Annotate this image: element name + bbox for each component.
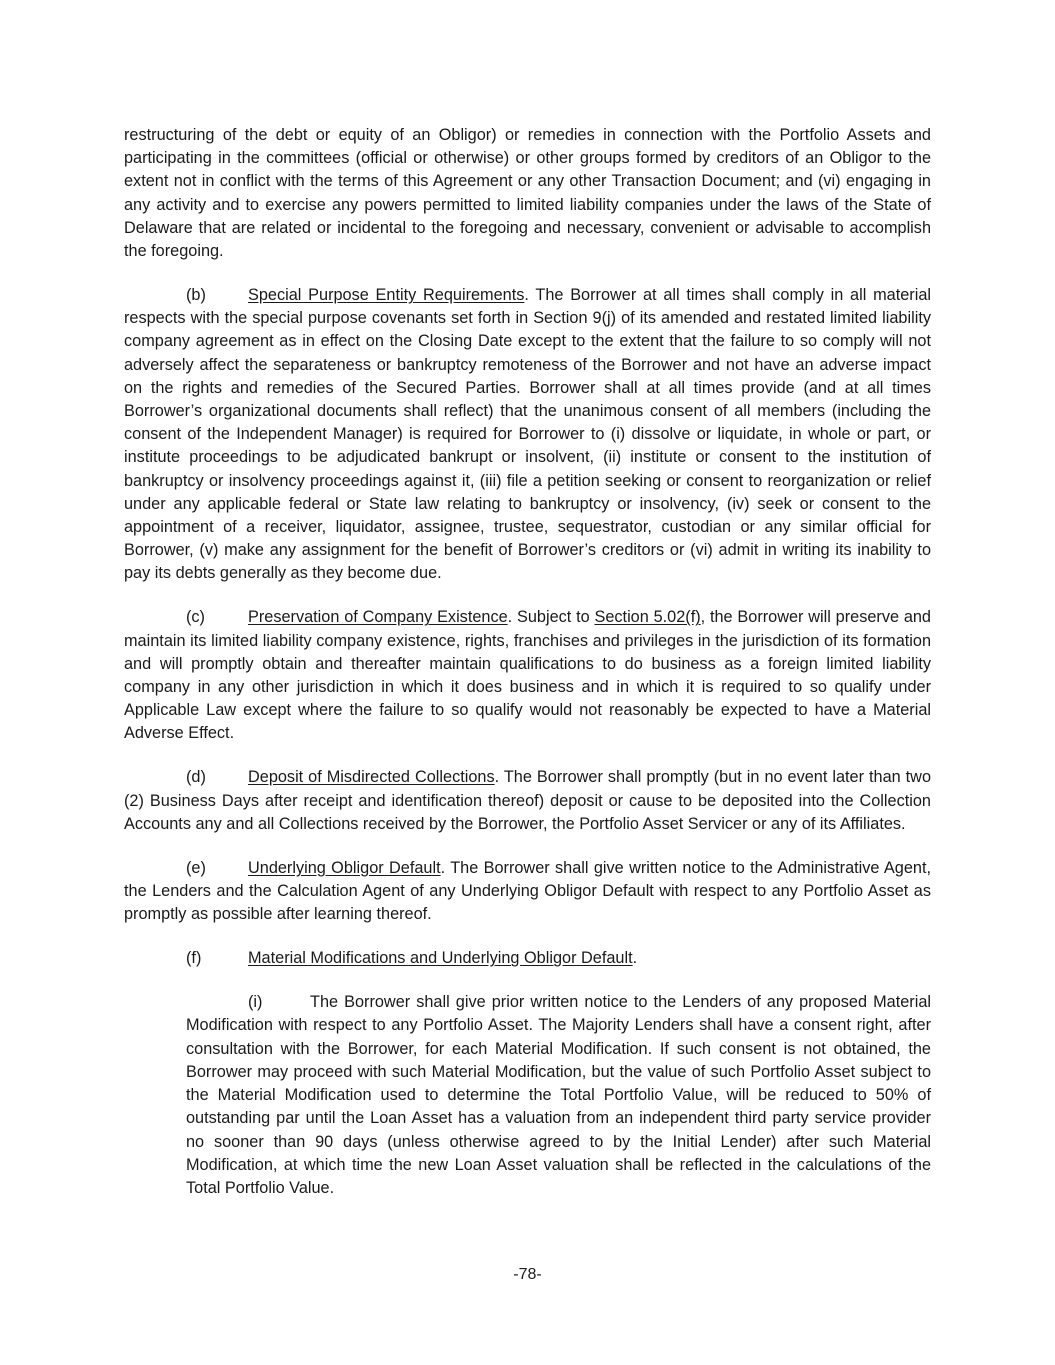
section-d-heading: Deposit of Misdirected Collections [248, 768, 495, 787]
section-c-text-pre: . Subject to [507, 608, 595, 627]
section-d-label: (d) [186, 768, 206, 787]
section-f-i-text: The Borrower shall give prior written notice to the Lenders of any proposed Material Modification with respect to any Portfolio Asset. The Majority Lenders shall have a consent right, after consultation with the Borrower, for each Material Modification. If such consent is not obtained, the Borrower may proceed with such Material Modification, but the value of such Portfolio Asset subject to the Material Modification used to determine the Total Portfolio Value, will be reduced to 50% of outstanding par until the Loan Asset has a valuation from an independent third party service provider no sooner than 90 days (unless otherwise agreed to by the Initial Lender) after such Material Modification, at which time the new Loan Asset valuation shall be reflected in the calculations of the Total Portfolio Value. [186, 993, 931, 1197]
section-f-text: . [632, 949, 638, 968]
section-d-paragraph [124, 766, 931, 836]
section-b-label: (b) [186, 286, 206, 305]
section-f-heading: Material Modifications and Underlying Obligor Default [248, 949, 633, 968]
section-c-heading: Preservation of Company Existence [248, 608, 508, 627]
section-b-heading: Special Purpose Entity Requirements [248, 286, 525, 305]
page-number: -78- [513, 1266, 542, 1283]
section-d-text: . The Borrower shall promptly (but in no event later than two (2) Business Days after receipt and identification thereof) deposit or cause to be deposited into the Collection Accounts any and all Collections received by the Borrower, the Portfolio Asset Servicer or any of its Affiliates. [124, 768, 931, 833]
section-b-text: . The Borrower at all times shall comply in all material respects with the special purpose covenants set forth in Section 9(j) of its amended and restated limited liability company agreement as in effect on the Closing Date except to the extent that the failure to so comply will not adversely affect the separateness or bankruptcy remoteness of the Borrower and not have an adverse impact on the rights and remedies of the Secured Parties. Borrower shall at all times provide (and at all times Borrower’s organizational documents shall reflect) that the unanimous consent of all members (including the consent of the Independent Manager) is required for Borrower to (i) dissolve or liquidate, in whole or part, or institute proceedings to be adjudicated bankrupt or insolvent, (ii) institute or consent to the institution of bankruptcy or insolvency proceedings against it, (iii) file a petition seeking or consent to reorganization or relief under any applicable federal or State law relating to bankruptcy or insolvency, (iv) seek or consent to the appointment of a receiver, liquidator, assignee, trustee, sequestrator, custodian or any similar official for Borrower, (v) make any assignment for the benefit of Borrower’s creditors or (vi) admit in writing its inability to pay its debts generally as they become due. [124, 286, 931, 583]
section-c-text: , the Borrower will preserve and maintain its limited liability company existence, rights, franchises and privileges in the jurisdiction of its formation and will promptly obtain and thereafter maintain qualifications to do business as a foreign limited liability company in any other jurisdiction in which it does business and in which it is required to so qualify under Applicable Law except where the failure to so qualify would not reasonably be expected to have a Material Adverse Effect. [124, 608, 931, 743]
section-c-label: (c) [186, 608, 205, 627]
section-b-paragraph [124, 284, 931, 586]
section-e-heading: Underlying Obligor Default [248, 858, 441, 877]
section-e-paragraph [124, 857, 931, 927]
section-f-i-paragraph [186, 991, 931, 1200]
section-f-i-label: (i) [248, 993, 263, 1012]
section-e-label: (e) [186, 858, 206, 877]
intro-paragraph: restructuring of the debt or equity of an Obligor) or remedies in connection with the Portfolio Assets and participating in the committees (official or otherwise) or other groups formed by creditors of an Obligor to the extent not in conflict with the terms of this Agreement or any other Transaction Document; and (vi) engaging in any activity and to exercise any powers permitted to limited liability companies under the laws of the State of Delaware that are related or incidental to the foregoing and necessary, convenient or advisable to accomplish the foregoing. [124, 126, 931, 261]
section-f-label: (f) [186, 949, 202, 968]
section-c-paragraph [124, 606, 931, 745]
document-page [124, 124, 931, 1221]
section-f-paragraph [124, 947, 931, 970]
section-e-text: . The Borrower shall give written notice to the Administrative Agent, the Lenders and the Calculation Agent of any Underlying Obligor Default with respect to any Portfolio Asset as promptly as possible after learning thereof. [124, 858, 932, 924]
section-c-reference-link[interactable]: Section 5.02(f) [594, 608, 701, 627]
